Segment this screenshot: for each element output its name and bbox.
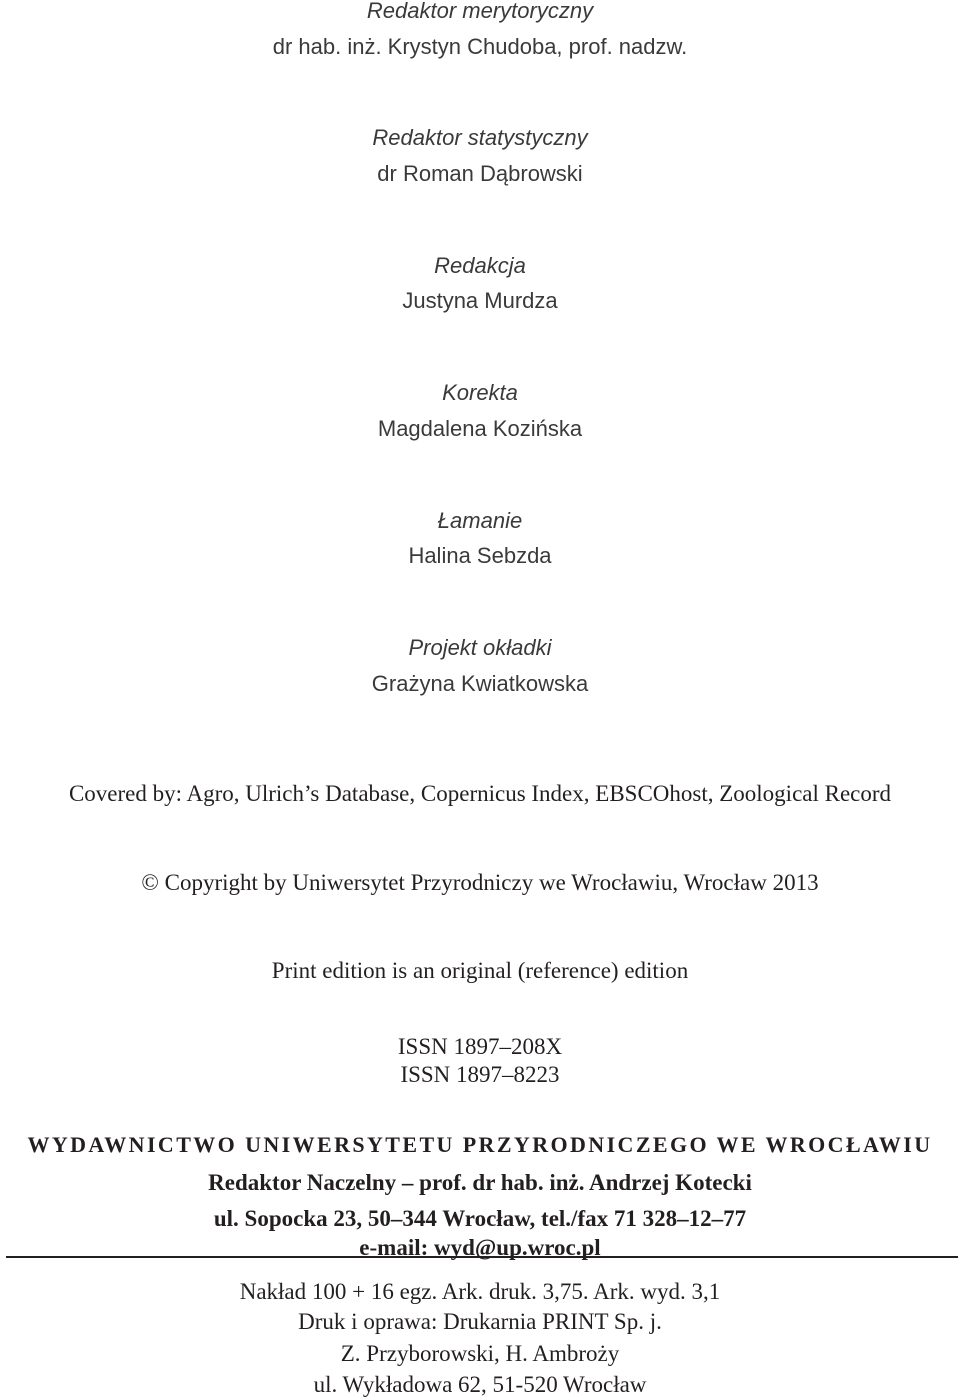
credit-role-proofreading: Korekta — [442, 380, 518, 405]
credit-name-editing: Justyna Murdza — [402, 288, 558, 313]
credit-name-cover-design: Grażyna Kwiatkowska — [371, 671, 589, 696]
divider-line — [6, 1256, 958, 1258]
credit-role-statistical-editor: Redaktor statystyczny — [372, 125, 588, 150]
printing-house: Druk i oprawa: Drukarnia PRINT Sp. j. — [298, 1309, 662, 1334]
credit-name-merit-editor: dr hab. inż. Krystyn Chudoba, prof. nadzw. — [272, 34, 688, 59]
printing-owners: Z. Przyborowski, H. Ambroży — [340, 1341, 620, 1366]
publisher-name: WYDAWNICTWO UNIWERSYTETU PRZYRODNICZEGO WE WROCŁAWIU — [27, 1132, 933, 1157]
credit-name-typesetting: Halina Sebzda — [408, 543, 552, 568]
printing-address: ul. Wykładowa 62, 51-520 Wrocław — [313, 1372, 647, 1397]
issn-print: ISSN 1897–208X — [397, 1034, 563, 1059]
credit-name-proofreading: Magdalena Kozińska — [377, 416, 583, 441]
credit-name-statistical-editor: dr Roman Dąbrowski — [377, 161, 583, 186]
editor-in-chief: Redaktor Naczelny – prof. dr hab. inż. Andrzej Kotecki — [208, 1170, 752, 1195]
print-edition-text: Print edition is an original (reference) edition — [271, 958, 689, 983]
issn-online: ISSN 1897–8223 — [400, 1062, 560, 1087]
publisher-email: e-mail: wyd@up.wroc.pl — [359, 1235, 601, 1260]
credit-role-typesetting: Łamanie — [437, 508, 523, 533]
credit-role-editing: Redakcja — [434, 253, 526, 278]
publisher-address: ul. Sopocka 23, 50–344 Wrocław, tel./fax 71 328–12–77 — [213, 1206, 747, 1231]
credit-role-merit-editor: Redaktor merytoryczny — [366, 0, 594, 23]
print-run-info: Nakład 100 + 16 egz. Ark. druk. 3,75. Ark. wyd. 3,1 — [239, 1279, 721, 1304]
credit-role-cover-design: Projekt okładki — [408, 635, 552, 660]
covered-by-text: Covered by: Agro, Ulrich’s Database, Copernicus Index, EBSCOhost, Zoological Record — [68, 781, 892, 806]
copyright-text: © Copyright by Uniwersytet Przyrodniczy we Wrocławiu, Wrocław 2013 — [141, 870, 819, 895]
